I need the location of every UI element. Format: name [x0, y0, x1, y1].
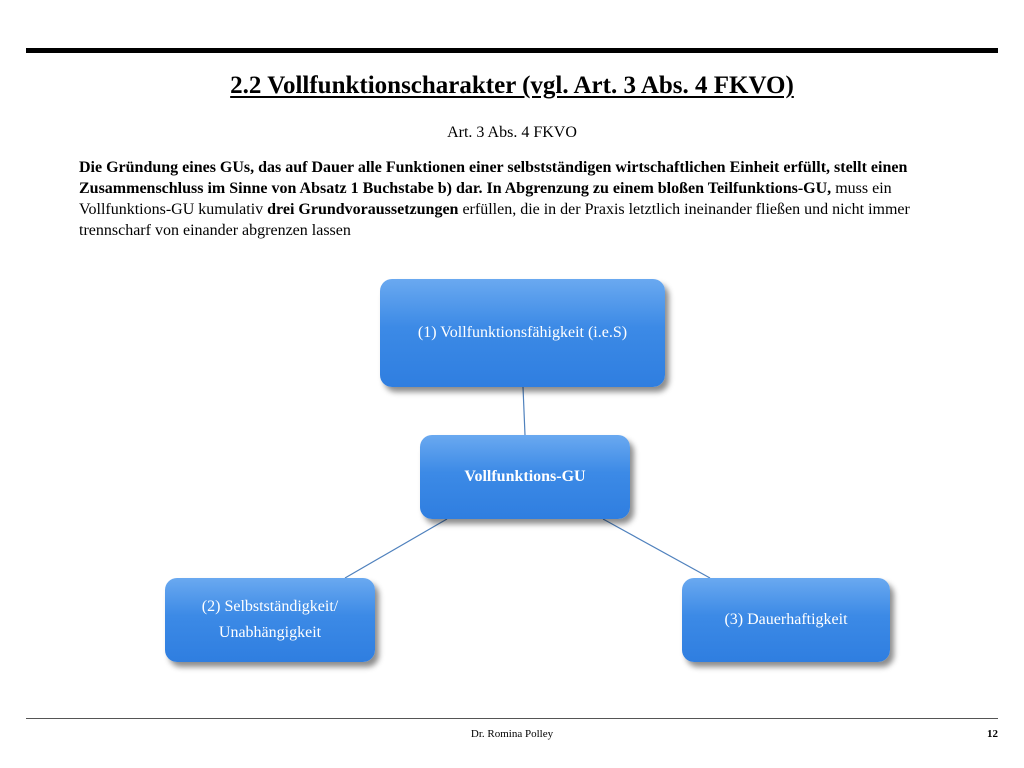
footer-author: Dr. Romina Polley	[470, 728, 554, 740]
body-text-4: erfüllen, die in der Praxis letztlich ineinander fließen und nicht immer trennscharf von einander abgrenzen lassen	[79, 201, 910, 239]
slide-title: 2.2 Vollfunktionscharakter (vgl. Art. 3 Abs. 4 FKVO)	[230, 72, 794, 99]
node-center-label: Vollfunktions-GU	[464, 468, 586, 485]
node-vollfunktionsfaehigkeit	[380, 279, 665, 387]
connector-right	[603, 519, 710, 578]
body-text-bold-1: Die Gründung eines GUs, das auf Dauer alle Funktionen einer selbstständigen wirtschaftlichen Einheit erfüllt, stellt einen Zusammenschluss im Sinne von Absatz 1 Buchstabe b) dar. In Abgrenzung zu einem bloßen Teilfunktions-GU,	[79, 159, 908, 197]
connector-top	[523, 387, 525, 435]
node-right-label: (3) Dauerhaftigkeit	[724, 611, 848, 628]
node-dauerhaftigkeit	[682, 578, 890, 662]
node-selbststaendigkeit	[165, 578, 375, 662]
node-vollfunktions-gu	[420, 435, 630, 519]
bottom-rule	[26, 718, 998, 719]
node-left-label: (2) Selbstständigkeit/ Unabhängigkeit	[201, 598, 339, 641]
connector-left	[345, 519, 447, 578]
body-text-bold-3: drei Grundvoraussetzungen	[267, 201, 459, 218]
page-number: 12	[987, 728, 998, 740]
slide-subtitle: Art. 3 Abs. 4 FKVO	[447, 124, 577, 141]
node-top-label: (1) Vollfunktionsfähigkeit (i.e.S)	[417, 324, 628, 341]
body-text-2: muss ein Vollfunktions-GU kumulativ	[79, 180, 892, 218]
